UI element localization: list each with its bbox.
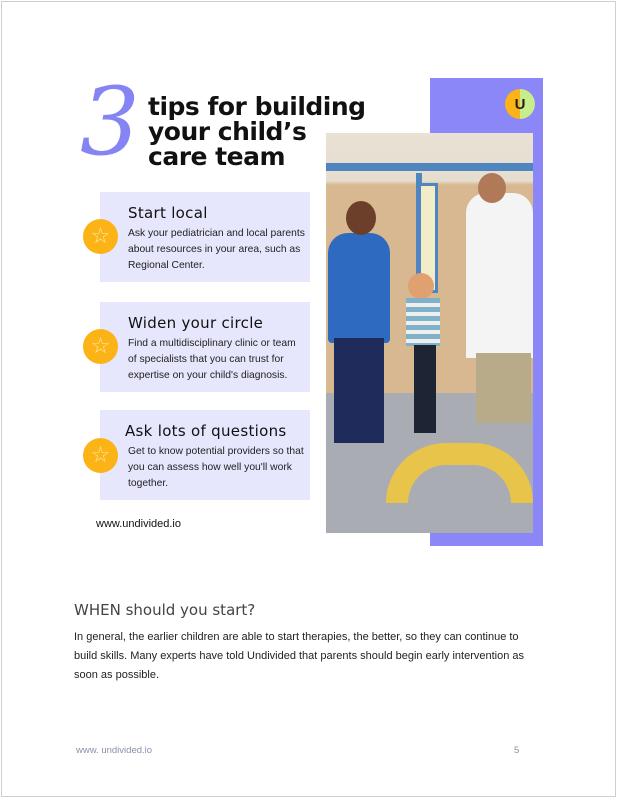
website-link[interactable]: www.undivided.io <box>96 518 181 530</box>
tip-text: Ask your pediatrician and local parents about resources in your area, such as Regional Center. <box>128 228 305 271</box>
tip-title: Start local <box>128 204 208 222</box>
undivided-logo: U <box>505 89 535 119</box>
big-number: 3 <box>80 68 140 177</box>
tip-text: Find a multidisciplinary clinic or team of specialists that you can trust for expertise on your child's diagnosis. <box>128 338 296 381</box>
star-icon: ☆ <box>83 219 118 254</box>
tip-card <box>100 410 310 500</box>
tip-card <box>100 302 310 392</box>
star-icon: ☆ <box>83 329 118 364</box>
footer-url[interactable]: www. undivided.io <box>76 745 153 756</box>
tip-title: Ask lots of questions <box>125 422 287 440</box>
tip-card <box>100 192 310 282</box>
tip-title: Widen your circle <box>128 314 264 332</box>
star-icon: ☆ <box>83 438 118 473</box>
hospital-photo <box>326 133 533 533</box>
page-number: 5 <box>514 745 520 756</box>
title-line: tips for building <box>148 92 366 121</box>
tip-text: Get to know potential providers so that you can assess how well you'll work together. <box>128 446 304 489</box>
title-line: care team <box>148 142 286 171</box>
section-heading: WHEN should you start? <box>74 601 256 619</box>
section-body: In general, the earlier children are able to start therapies, the better, so they can continue to build skills. Many experts have told Undivided that parents should begin early intervention as soon as possible. <box>74 631 525 681</box>
title-line: your child’s <box>148 117 307 146</box>
